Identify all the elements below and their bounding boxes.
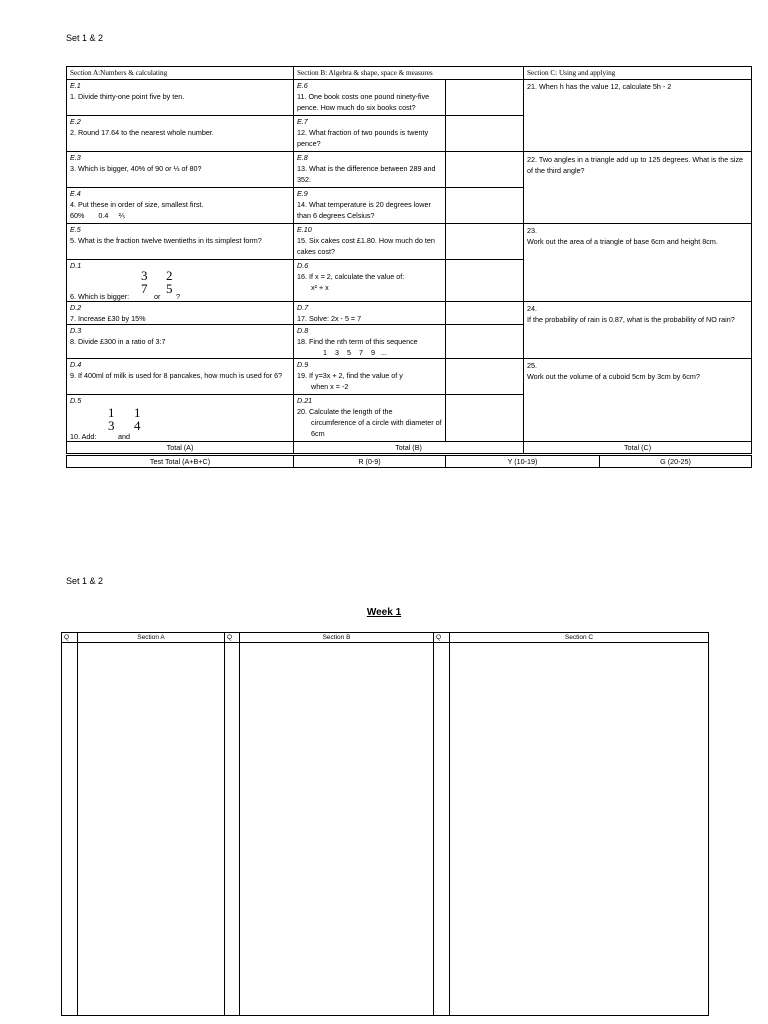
q-number-column-c[interactable] <box>434 643 450 1016</box>
q-column-header: Q <box>434 633 450 643</box>
set-label-second: Set 1 & 2 <box>66 576 104 586</box>
question-cell-b15: E.10 15. Six cakes cost £1.80. How much do ten cakes cost? <box>294 224 446 260</box>
answer-cell[interactable] <box>446 80 524 116</box>
question-cell-b19: D.9 19. If y=3x + 2, find the value of y when x = -2 <box>294 359 446 395</box>
section-b-column-header: Section B <box>240 633 434 643</box>
q-number-column-b[interactable] <box>225 643 240 1016</box>
section-c-answer-area[interactable] <box>450 643 709 1016</box>
question-cell-c24: 24. If the probability of rain is 0.87, what is the probability of NO rain? <box>524 302 752 359</box>
question-cell-c21: 21. When h has the value 12, calculate 5h - 2 <box>524 80 752 152</box>
q-column-header: Q <box>225 633 240 643</box>
question-cell-b16: D.6 16. If x = 2, calculate the value of: x² + x <box>294 260 446 302</box>
answer-cell[interactable] <box>446 224 524 260</box>
set-label: Set 1 & 2 <box>66 33 104 43</box>
question-cell-c25: 25. Work out the volume of a cuboid 5cm by 3cm by 6cm? <box>524 359 752 442</box>
question-cell-a10: D.5 10. Add: 1 3 and 1 4 <box>67 395 294 442</box>
fraction-one-quarter: 1 4 <box>134 405 141 433</box>
section-b-header: Section B: Algebra & shape, space & measures <box>294 67 524 80</box>
answer-cell[interactable] <box>446 116 524 152</box>
question-cell-a5: E.5 5. What is the fraction twelve twentieths in its simplest form? <box>67 224 294 260</box>
question-cell-b18: D.8 18. Find the nth term of this sequence 1 3 5 7 9 ... <box>294 325 446 359</box>
total-a-label: Total (A) <box>67 442 294 454</box>
answer-cell[interactable] <box>446 325 524 359</box>
section-b-answer-area[interactable] <box>240 643 434 1016</box>
question-cell-b13: E.8 13. What is the difference between 289 and 352. <box>294 152 446 188</box>
question-cell-b17: D.7 17. Solve: 2x - 5 = 7 <box>294 302 446 325</box>
fraction-two-fifths: 2 5 <box>166 268 173 296</box>
answer-cell[interactable] <box>446 395 524 442</box>
question-cell-b12: E.7 12. What fraction of two pounds is twenty pence? <box>294 116 446 152</box>
section-a-answer-area[interactable] <box>78 643 225 1016</box>
answer-cell[interactable] <box>446 359 524 395</box>
band-red-label: R (0-9) <box>294 456 446 468</box>
fraction-three-sevenths: 3 7 <box>141 268 148 296</box>
question-cell-c23: 23. Work out the area of a triangle of base 6cm and height 8cm. <box>524 224 752 302</box>
answer-cell[interactable] <box>446 302 524 325</box>
section-c-header: Section C: Using and applying <box>524 67 752 80</box>
question-cell-b20: D.21 20. Calculate the length of the circumference of a circle with diameter of 6cm <box>294 395 446 442</box>
question-cell-b11: E.6 11. One book costs one pound ninety-five pence. How much do six books cost? <box>294 80 446 116</box>
question-cell-c22: 22. Two angles in a triangle add up to 125 degrees. What is the size of the third angle? <box>524 152 752 224</box>
question-table <box>66 66 752 454</box>
question-cell-a9: D.4 9. If 400ml of milk is used for 8 pancakes, how much is used for 6? <box>67 359 294 395</box>
band-green-label: G (20-25) <box>600 456 752 468</box>
question-cell-a7: D.2 7. Increase £30 by 15% <box>67 302 294 325</box>
band-yellow-label: Y (10-19) <box>446 456 600 468</box>
week-title: Week 1 <box>366 607 402 618</box>
question-cell-a2: E.2 2. Round 17.64 to the nearest whole number. <box>67 116 294 152</box>
question-cell-b14: E.9 14. What temperature is 20 degrees lower than 6 degrees Celsius? <box>294 188 446 224</box>
answer-grid <box>61 632 709 1016</box>
question-cell-a8: D.3 8. Divide £300 in a ratio of 3:7 <box>67 325 294 359</box>
section-a-header: Section A:Numbers & calculating <box>67 67 294 80</box>
answer-cell[interactable] <box>446 260 524 302</box>
question-cell-a6: D.1 6. Which is bigger: 3 7 or 2 5 ? <box>67 260 294 302</box>
test-total-label: Test Total (A+B+C) <box>67 456 294 468</box>
section-c-column-header: Section C <box>450 633 709 643</box>
question-cell-a4: E.4 4. Put these in order of size, smallest first. 60% 0.4 ⅖ <box>67 188 294 224</box>
q-column-header: Q <box>62 633 78 643</box>
score-bands-table <box>66 455 752 468</box>
fraction-one-third: 1 3 <box>108 405 115 433</box>
question-cell-a1: E.1 1. Divide thirty-one point five by ten. <box>67 80 294 116</box>
answer-cell[interactable] <box>446 152 524 188</box>
question-cell-a3: E.3 3. Which is bigger, 40% of 90 or ⅓ of 80? <box>67 152 294 188</box>
total-c-label: Total (C) <box>524 442 752 454</box>
total-b-label: Total (B) <box>294 442 524 454</box>
q-number-column-a[interactable] <box>62 643 78 1016</box>
section-a-column-header: Section A <box>78 633 225 643</box>
answer-cell[interactable] <box>446 188 524 224</box>
